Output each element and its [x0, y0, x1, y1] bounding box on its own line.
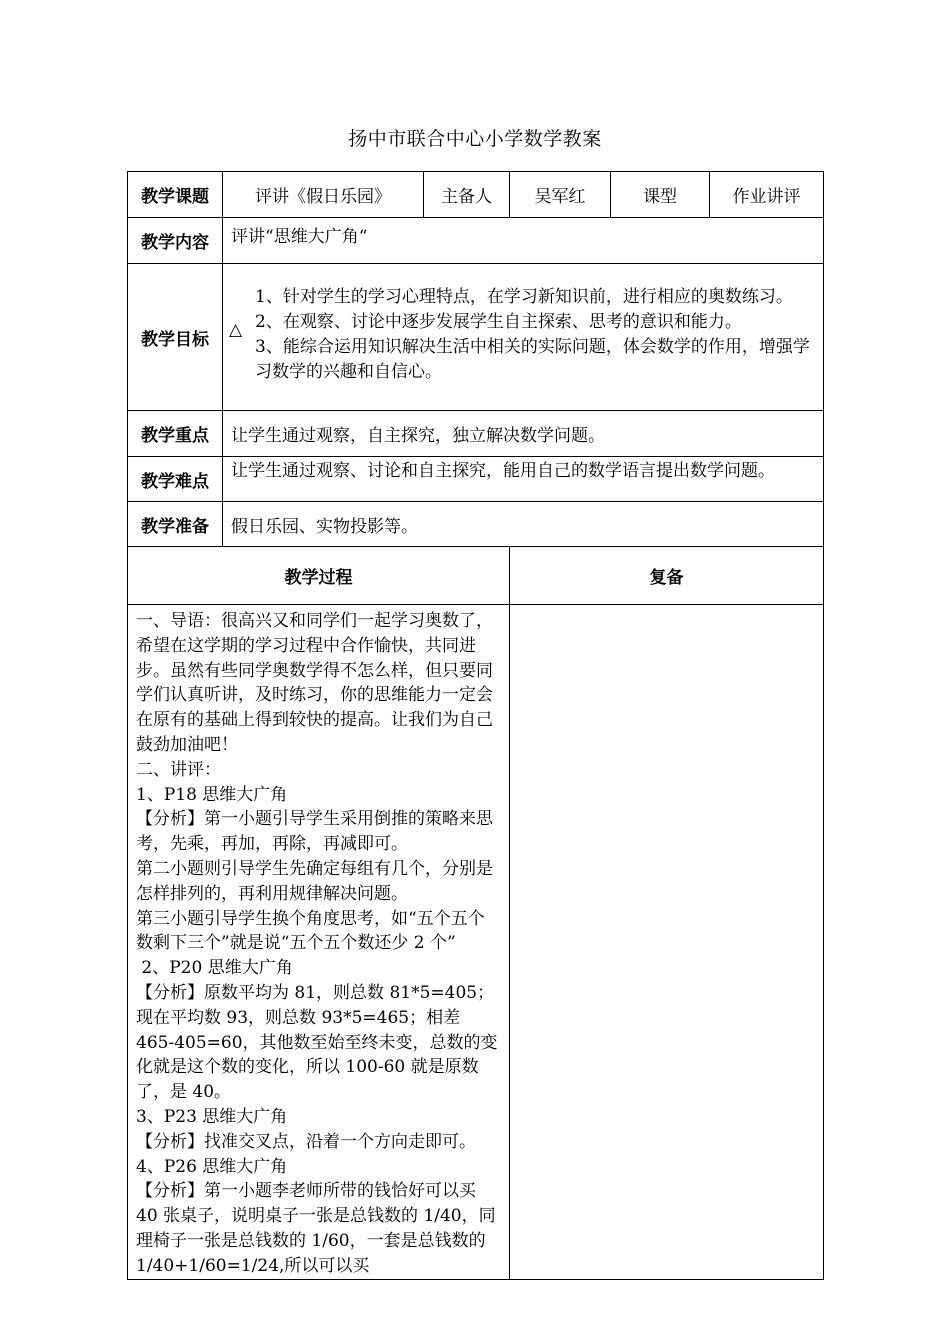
lesson-type-value: 作业讲评: [710, 172, 824, 218]
process-paragraph: 4、P26 思维大广角: [136, 1156, 288, 1177]
preparation-label: 教学准备: [128, 502, 223, 547]
topic-label: 教学课题: [128, 172, 223, 218]
goals-label: 教学目标: [128, 264, 223, 411]
key-points-row: [128, 411, 824, 457]
process-paragraph: 【分析】第一小题李老师所带的钱恰好可以买 40 张桌子，说明桌子一张是总钱数的 1/40，同理椅子一张是总钱数的 1/60，一套是总钱数的 1/40+1/60=1/24,所以可以买: [136, 1181, 496, 1276]
document-title: 扬中市联合中心小学数学教案: [348, 128, 602, 150]
preparation-value: 假日乐园、实物投影等。: [223, 502, 824, 547]
preparation-row: [128, 502, 824, 547]
preparer-value: 吴军红: [510, 172, 611, 218]
process-header: 教学过程: [128, 547, 510, 605]
process-paragraph: 二、讲评：: [136, 759, 221, 780]
key-points-value: 让学生通过观察，自主探究，独立解决数学问题。: [223, 411, 824, 457]
difficulties-label: 教学难点: [128, 457, 223, 502]
lesson-plan-table: [127, 171, 824, 1280]
content-label: 教学内容: [128, 218, 223, 264]
goal-item: 3、能综合运用知识解决生活中相关的实际问题，体会数学的作用，增强学习数学的兴趣和自信心。: [255, 337, 810, 382]
goals-list: [223, 264, 824, 411]
difficulties-value: 让学生通过观察、讨论和自主探究，能用自己的数学语言提出数学问题。: [223, 457, 824, 502]
difficulties-row: [128, 457, 824, 502]
goal-item: 2、在观察、讨论中逐步发展学生自主探索、思考的意识和能力。: [255, 312, 742, 332]
process-paragraph: 2、P20 思维大广角: [136, 958, 293, 979]
process-paragraph: 一、导语：很高兴又和同学们一起学习奥数了，希望在这学期的学习过程中合作愉快，共同进步。虽然有些同学奥数学得不怎么样，但只要同学们认真听讲，及时练习，你的思维能力一定会在原有的基础上得到较快的提高。让我们为自己鼓劲加油吧！: [136, 611, 493, 755]
process-paragraph: 【分析】第一小题引导学生采用倒推的策略来思考，先乘，再加，再除，再减即可。: [136, 809, 493, 855]
info-row: [128, 172, 824, 218]
content-row: [128, 218, 824, 264]
lesson-type-label: 课型: [611, 172, 710, 218]
content-value: 评讲“思维大广角“: [223, 218, 824, 264]
preparer-label: 主备人: [424, 172, 510, 218]
review-cell: [510, 605, 824, 1280]
process-paragraph: 3、P23 思维大广角: [136, 1106, 288, 1127]
process-row: [128, 605, 824, 1280]
process-paragraph: 第三小题引导学生换个角度思考，如“五个五个数剩下三个”就是说“五个五个数还少 2 个”: [136, 908, 485, 954]
process-header-row: [128, 547, 824, 605]
review-header: 复备: [510, 547, 824, 605]
process-paragraph: 【分析】找准交叉点，沿着一个方向走即可。: [136, 1131, 476, 1152]
goal-item: 1、针对学生的学习心理特点，在学习新知识前，进行相应的奥数练习。: [255, 287, 793, 307]
process-paragraph: 1、P18 思维大广角: [136, 784, 288, 805]
goals-row: [128, 264, 824, 411]
process-paragraph: 【分析】原数平均为 81，则总数 81*5=405；现在平均数 93，则总数 93*5=465；相差 465-405=60，其他数至始至终未变，总数的变化就是这个数的变化，所以 100-60 就是原数了，是 40。: [136, 982, 498, 1103]
triangle-marker-icon: △: [229, 320, 243, 340]
process-paragraph: 第二小题则引导学生先确定每组有几个，分别是怎样排列的，再利用规律解决问题。: [136, 858, 493, 904]
topic-value: 评讲《假日乐园》: [223, 172, 424, 218]
process-content: [128, 605, 510, 1280]
key-points-label: 教学重点: [128, 411, 223, 457]
